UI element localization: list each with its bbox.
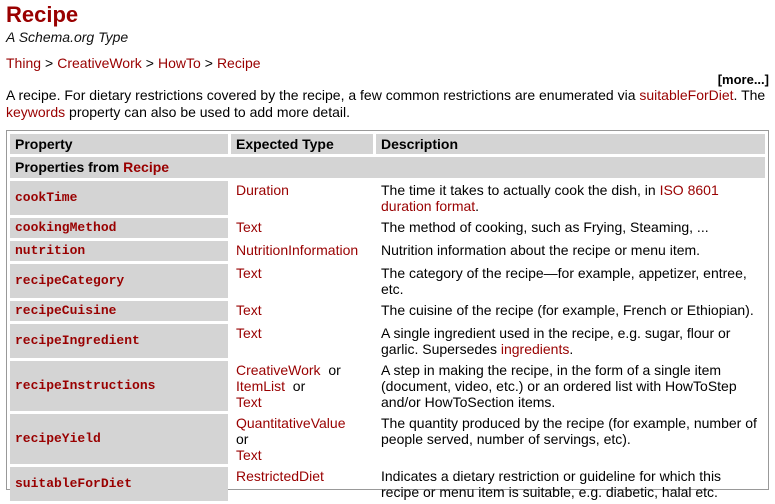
expected-type-cell: [231, 467, 373, 501]
property-link-cookingmethod[interactable]: cookingMethod: [15, 220, 117, 235]
breadcrumb-howto[interactable]: HowTo: [157, 55, 201, 71]
type-link-restricteddiet[interactable]: RestrictedDiet: [236, 468, 324, 484]
description-text: The method of cooking, such as Frying, Steaming, ...: [381, 219, 709, 235]
description-cell: [376, 241, 765, 261]
breadcrumb: [6, 55, 261, 71]
page-subtitle: A Schema.org Type: [6, 29, 129, 45]
type-link-duration[interactable]: Duration: [236, 182, 289, 198]
type-description: [6, 87, 768, 121]
type-link-text[interactable]: Text: [236, 447, 262, 463]
property-link-recipeyield[interactable]: recipeYield: [15, 431, 101, 446]
keywords-link[interactable]: keywords: [6, 104, 66, 120]
table-header-row: [10, 134, 765, 154]
description-text: The time it takes to actually cook the dish, in: [381, 182, 660, 198]
or-separator: or: [292, 378, 306, 394]
description-text: Nutrition information about the recipe or menu item.: [381, 242, 701, 258]
expected-type-cell: [231, 414, 373, 464]
breadcrumb-thing[interactable]: Thing: [6, 55, 42, 71]
header-description: Description: [376, 134, 765, 154]
section-label: Properties from: [15, 159, 124, 175]
expected-type-cell: [231, 264, 373, 298]
description-text: property can also be used to add more detail.: [65, 104, 350, 120]
property-name-cell: [10, 301, 228, 321]
type-link-itemlist[interactable]: ItemList: [236, 378, 286, 394]
description-text: A step in making the recipe, in the form of a single item (document, video, etc.) or an ordered list with HowToStep and/or HowToSection items.: [381, 362, 737, 410]
property-name-cell: [10, 264, 228, 298]
type-link-text[interactable]: Text: [236, 265, 262, 281]
description-cell: [376, 414, 765, 464]
type-link-creativework[interactable]: CreativeWork: [236, 362, 321, 378]
description-link[interactable]: ISO 8601 duration format: [381, 182, 719, 214]
description-text: A recipe. For dietary restrictions covered by the recipe, a few common restrictions are enumerated via: [6, 87, 640, 103]
breadcrumb-creativework[interactable]: CreativeWork: [57, 55, 142, 71]
property-name-cell: [10, 361, 228, 411]
expected-type-cell: [231, 181, 373, 215]
table-row: [10, 241, 765, 261]
section-cell: [10, 157, 765, 178]
property-link-suitablefordiet[interactable]: suitableForDiet: [15, 476, 133, 491]
description-cell: [376, 467, 765, 501]
breadcrumb-separator: >: [45, 55, 54, 71]
suitablefordiet-link[interactable]: suitableForDiet: [639, 87, 734, 103]
table-row: [10, 301, 765, 321]
properties-table-container: [6, 130, 769, 500]
table-row: [10, 467, 765, 501]
description-text: The category of the recipe—for example, appetizer, entree, etc.: [381, 265, 747, 297]
property-name-cell: [10, 414, 228, 464]
expected-type-cell: [231, 361, 373, 411]
description-cell: [376, 324, 765, 358]
property-name-cell: [10, 241, 228, 261]
description-text: . The: [733, 87, 766, 103]
property-link-recipecategory[interactable]: recipeCategory: [15, 273, 125, 288]
expected-type-cell: [231, 241, 373, 261]
expected-type-cell: [231, 301, 373, 321]
header-property: Property: [10, 134, 228, 154]
table-row: [10, 218, 765, 238]
table-row: [10, 324, 765, 358]
description-cell: [376, 181, 765, 215]
type-link-text[interactable]: Text: [236, 219, 262, 235]
description-cell: [376, 218, 765, 238]
property-name-cell: [10, 467, 228, 501]
property-name-cell: [10, 324, 228, 358]
type-link-nutritioninformation[interactable]: NutritionInformation: [236, 242, 359, 258]
header-expected-type: Expected Type: [231, 134, 373, 154]
properties-table: [7, 131, 768, 504]
description-text: The cuisine of the recipe (for example, French or Ethiopian).: [381, 302, 754, 318]
more-link[interactable]: [more...]: [717, 72, 769, 87]
expected-type-cell: [231, 324, 373, 358]
description-text: .: [569, 341, 574, 357]
section-row: [10, 157, 765, 178]
property-name-cell: [10, 181, 228, 215]
table-row: [10, 264, 765, 298]
breadcrumb-recipe[interactable]: Recipe: [216, 55, 261, 71]
property-link-recipeingredient[interactable]: recipeIngredient: [15, 333, 140, 348]
property-link-nutrition[interactable]: nutrition: [15, 243, 86, 258]
type-link-quantitativevalue[interactable]: QuantitativeValue: [236, 415, 346, 431]
type-link-text[interactable]: Text: [236, 302, 262, 318]
or-separator: or: [236, 431, 249, 447]
table-row: [10, 414, 765, 464]
description-cell: [376, 264, 765, 298]
property-link-recipecuisine[interactable]: recipeCuisine: [15, 303, 117, 318]
expected-type-cell: [231, 218, 373, 238]
or-separator: or: [328, 362, 341, 378]
description-cell: [376, 301, 765, 321]
table-row: [10, 361, 765, 411]
description-cell: [376, 361, 765, 411]
description-link[interactable]: ingredients: [500, 341, 570, 357]
type-link-text[interactable]: Text: [236, 325, 262, 341]
type-link-text[interactable]: Text: [236, 394, 262, 410]
property-link-recipeinstructions[interactable]: recipeInstructions: [15, 378, 156, 393]
table-row: [10, 181, 765, 215]
description-text: Indicates a dietary restriction or guideline for which this recipe or menu item is suitable, e.g. diabetic, halal etc.: [381, 468, 722, 500]
property-link-cooktime[interactable]: cookTime: [15, 190, 78, 205]
description-text: The quantity produced by the recipe (for example, number of people served, number of servings, etc).: [381, 415, 757, 447]
description-text: A single ingredient used in the recipe, e.g. sugar, flour or garlic. Supersedes: [381, 325, 731, 357]
breadcrumb-separator: >: [145, 55, 154, 71]
breadcrumb-separator: >: [204, 55, 213, 71]
section-recipe-link[interactable]: Recipe: [123, 159, 170, 175]
description-text: .: [475, 198, 480, 214]
property-name-cell: [10, 218, 228, 238]
page-title: Recipe: [6, 2, 79, 27]
